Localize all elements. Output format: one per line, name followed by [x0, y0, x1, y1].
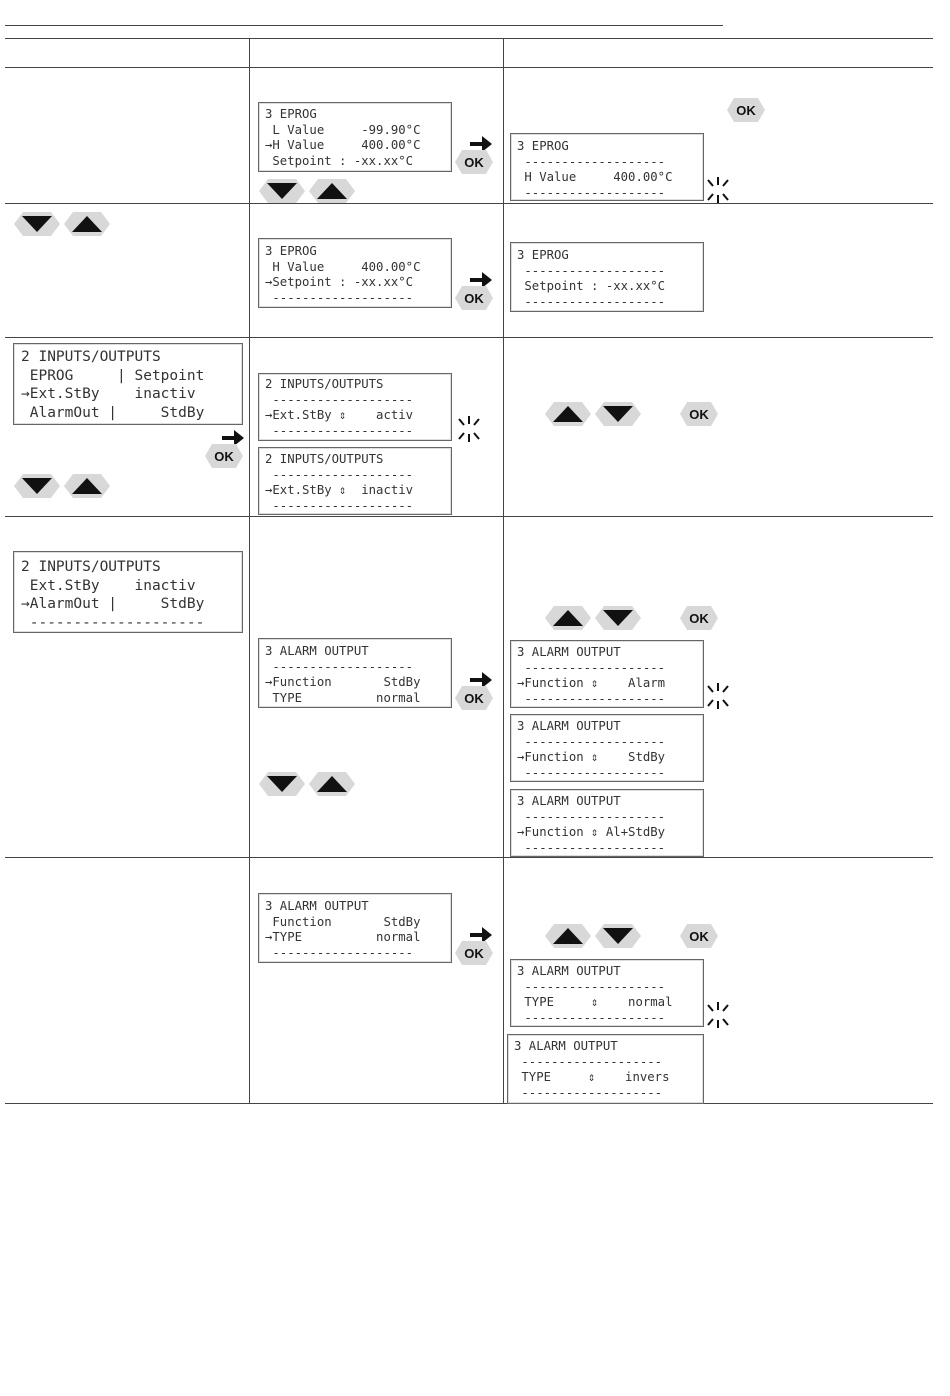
lcd-line: 2 INPUTS/OUTPUTS — [265, 377, 384, 391]
svg-text:OK: OK — [689, 611, 709, 626]
lcd-line: 2 INPUTS/OUTPUTS — [21, 349, 161, 365]
lcd-line: ------------------- — [265, 945, 414, 960]
lcd-line: ------------------- — [265, 659, 414, 674]
up-button[interactable] — [544, 401, 592, 427]
lcd-alarm-output-function-al-stdby — [510, 789, 704, 857]
lcd-line: TYPE ⇕ invers — [514, 1070, 670, 1084]
lcd-line: ------------------- — [517, 734, 666, 749]
lcd-line: Setpoint : -xx.xx°C — [517, 279, 666, 293]
row-divider-2 — [5, 337, 933, 338]
lcd-inputs-outputs-menu — [13, 343, 243, 425]
lcd-line: ------------------- — [517, 294, 666, 309]
lcd-line: →AlarmOut | StdBy — [21, 596, 205, 612]
svg-text:OK: OK — [464, 155, 484, 170]
svg-text:OK: OK — [214, 449, 234, 464]
ok-button[interactable] — [726, 97, 766, 123]
svg-text:OK: OK — [689, 929, 709, 944]
lcd-line: ------------------- — [265, 498, 414, 513]
ok-button[interactable] — [679, 923, 719, 949]
lcd-line: ------------------- — [517, 765, 666, 780]
lcd-line: 3 ALARM OUTPUT — [514, 1039, 618, 1053]
lcd-line: 2 INPUTS/OUTPUTS — [265, 452, 384, 466]
lcd-line: TYPE normal — [265, 690, 421, 705]
lcd-line: 3 ALARM OUTPUT — [265, 899, 369, 913]
lcd-inputs-outputs-alarmout — [13, 551, 243, 633]
svg-text:OK: OK — [464, 691, 484, 706]
lcd-line: 3 EPROG — [265, 107, 317, 121]
lcd-line: →H Value 400.00°C — [265, 138, 421, 152]
lcd-line: Setpoint : -xx.xx°C — [265, 153, 414, 168]
lcd-line: →Function ⇕ Alarm — [517, 676, 666, 690]
up-button[interactable] — [308, 178, 356, 204]
lcd-alarm-output-function-select — [258, 638, 452, 708]
lcd-line: Function StdBy — [265, 914, 421, 929]
lcd-line: L Value -99.90°C — [265, 122, 421, 137]
lcd-line: 3 ALARM OUTPUT — [265, 644, 369, 658]
column-divider-1 — [249, 38, 250, 1104]
row-divider-1 — [5, 203, 933, 204]
lcd-line: ------------------- — [517, 1010, 666, 1025]
lcd-line: 3 ALARM OUTPUT — [517, 794, 621, 808]
lcd-line: -------------------- — [21, 614, 205, 631]
up-button[interactable] — [544, 605, 592, 631]
lcd-alarm-output-type-normal — [510, 959, 704, 1027]
blink-icon — [704, 175, 732, 205]
ok-button[interactable] — [454, 149, 494, 175]
lcd-line: 3 ALARM OUTPUT — [517, 645, 621, 659]
lcd-line: ------------------- — [265, 392, 414, 407]
up-button[interactable] — [544, 923, 592, 949]
lcd-alarm-output-function-alarm — [510, 640, 704, 708]
svg-text:OK: OK — [736, 103, 756, 118]
down-button[interactable] — [594, 605, 642, 631]
lcd-alarm-output-type-select — [258, 893, 452, 963]
lcd-line: 3 EPROG — [517, 248, 569, 262]
ok-button[interactable] — [454, 285, 494, 311]
lcd-line: AlarmOut | StdBy — [21, 404, 205, 421]
lcd-line: EPROG | Setpoint — [21, 367, 205, 384]
blink-icon — [455, 414, 483, 444]
down-button[interactable] — [594, 923, 642, 949]
down-button[interactable] — [258, 178, 306, 204]
lcd-line: →Ext.StBy ⇕ inactiv — [265, 483, 414, 497]
table-top-border — [5, 38, 933, 39]
lcd-line: 3 ALARM OUTPUT — [517, 964, 621, 978]
lcd-alarm-output-type-invers — [507, 1034, 704, 1104]
lcd-line: H Value 400.00°C — [517, 170, 673, 184]
down-button[interactable] — [13, 473, 61, 499]
ok-button[interactable] — [679, 401, 719, 427]
svg-text:OK: OK — [689, 407, 709, 422]
lcd-eprog-setpoint-edit — [510, 242, 704, 312]
ok-button[interactable] — [204, 443, 244, 469]
blink-icon — [704, 681, 732, 711]
lcd-line: →Function ⇕ Al+StdBy — [517, 825, 666, 839]
lcd-line: →Ext.StBy ⇕ activ — [265, 408, 414, 422]
lcd-eprog-h-value-select — [258, 102, 452, 172]
lcd-eprog-h-value-edit — [510, 133, 704, 201]
lcd-alarm-output-function-stdby — [510, 714, 704, 782]
lcd-line: 3 ALARM OUTPUT — [517, 719, 621, 733]
down-button[interactable] — [594, 401, 642, 427]
lcd-line: H Value 400.00°C — [265, 259, 421, 274]
lcd-line: ------------------- — [517, 809, 666, 824]
ok-button[interactable] — [454, 685, 494, 711]
up-button[interactable] — [63, 211, 111, 237]
header-rule — [5, 25, 723, 26]
lcd-line: →Function ⇕ StdBy — [517, 750, 666, 764]
lcd-ext-stby-activ — [258, 373, 452, 441]
lcd-line: Ext.StBy inactiv — [21, 577, 196, 594]
lcd-line: ------------------- — [517, 263, 666, 278]
lcd-line: →Function StdBy — [265, 675, 421, 689]
lcd-line: ------------------- — [265, 290, 414, 305]
lcd-line: 3 EPROG — [265, 244, 317, 258]
table-bottom-border — [5, 1103, 933, 1104]
table-header-border — [5, 67, 933, 68]
up-button[interactable] — [63, 473, 111, 499]
down-button[interactable] — [13, 211, 61, 237]
svg-text:OK: OK — [464, 291, 484, 306]
lcd-line: →Setpoint : -xx.xx°C — [265, 275, 414, 289]
lcd-line: ------------------- — [517, 691, 666, 706]
lcd-line: ------------------- — [517, 660, 666, 675]
lcd-line: ------------------- — [517, 185, 666, 200]
lcd-line: ------------------- — [517, 840, 666, 855]
down-button[interactable] — [258, 771, 306, 797]
up-button[interactable] — [308, 771, 356, 797]
ok-button[interactable] — [679, 605, 719, 631]
lcd-line: TYPE ⇕ normal — [517, 995, 673, 1009]
lcd-line: ------------------- — [265, 467, 414, 482]
row-divider-3 — [5, 516, 933, 517]
column-divider-2 — [503, 38, 504, 1104]
lcd-line: ------------------- — [514, 1085, 663, 1100]
ok-button[interactable] — [454, 940, 494, 966]
lcd-line: →Ext.StBy inactiv — [21, 386, 196, 402]
lcd-line: 2 INPUTS/OUTPUTS — [21, 559, 161, 575]
lcd-line: 3 EPROG — [517, 139, 569, 153]
row-divider-4 — [5, 857, 933, 858]
lcd-line: →TYPE normal — [265, 930, 421, 944]
svg-text:OK: OK — [464, 946, 484, 961]
lcd-eprog-setpoint-select — [258, 238, 452, 308]
lcd-line: ------------------- — [517, 154, 666, 169]
lcd-ext-stby-inactiv — [258, 447, 452, 515]
lcd-line: ------------------- — [517, 979, 666, 994]
lcd-line: ------------------- — [265, 423, 414, 438]
lcd-line: ------------------- — [514, 1054, 663, 1069]
blink-icon — [704, 1000, 732, 1030]
